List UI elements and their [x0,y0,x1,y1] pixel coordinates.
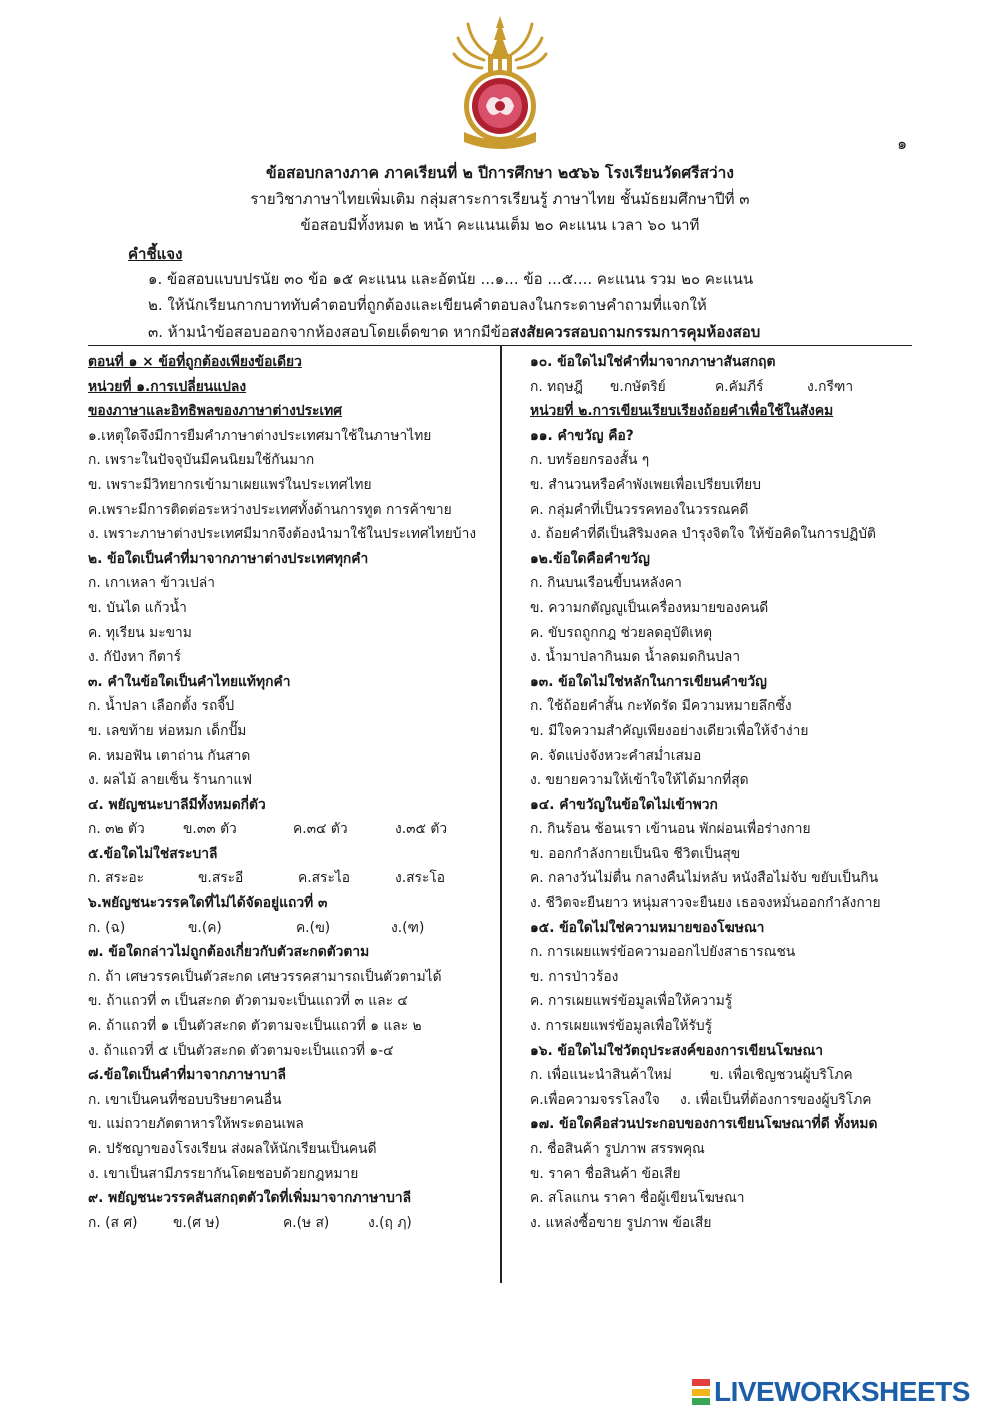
exam-info: ข้อสอบมีทั้งหมด ๒ หน้า คะแนนเต็ม ๒๐ คะแนน เวลา ๖๐ นาที [300,216,700,234]
q13-choice-c[interactable]: ค. จัดแบ่งจังหวะคำสม่ำเสมอ [530,747,702,764]
q11-choice-d[interactable]: ง. ถ้อยคำที่ดีเป็นสิริมงคล บำรุงจิตใจ ให้ข้อคิดในการปฏิบัติ [530,526,876,543]
q3-choice-b[interactable]: ข. เลขท้าย ห่อหมก เด็กปั๊ม [88,722,247,739]
q4-choice-c[interactable]: ค.๓๔ ตัว [293,821,348,838]
q5-choice-c[interactable]: ค.สระไอ [298,870,351,887]
q13-choice-d[interactable]: ง. ขยายความให้เข้าใจให้ได้มากที่สุด [530,772,749,789]
q5-choice-d[interactable]: ง.สระโอ [395,870,446,887]
instruction-3-text: ๓. ห้ามนำข้อสอบออกจากห้องสอบโดยเด็ดขาด หากมีข้อ [148,323,510,341]
question-8: ๘.ข้อใดเป็นคำที่มาจากภาษาบาลี [88,1067,286,1084]
q5-choices [88,866,493,891]
instruction-2: ๒. ให้นักเรียนกากบาททับคำตอบที่ถูกต้องและเขียนคำตอบลงในกระดาษคำถามที่แจกให้ [148,296,707,314]
column-divider [500,346,502,1283]
q7-choice-d[interactable]: ง. ถ้าแถวที่ ๕ เป็นตัวสะกด ตัวตามจะเป็นแถวที่ ๑-๔ [88,1042,394,1059]
q17-choice-a[interactable]: ก. ชื่อสินค้า รูปภาพ สรรพคุณ [530,1141,705,1157]
question-3: ๓. คำในข้อใดเป็นคำไทยแท้ทุกคำ [88,673,291,690]
q1-choice-b[interactable]: ข. เพราะมีวิทยากรเข้ามาเผยแพร่ในประเทศไทย [88,476,372,493]
unit-1-title-cont: ของภาษาและอิทธิพลของภาษาต่างประเทศ [88,403,342,420]
q11-choice-a[interactable]: ก. บทร้อยกรองสั้น ๆ [530,452,650,469]
q6-choice-c[interactable]: ค.(ฃ) [296,919,331,936]
question-6: ๖.พยัญชนะวรรคใดที่ไม่ได้จัดอยู่แถวที่ ๓ [88,895,328,912]
right-column [530,350,908,1235]
q14-choice-b[interactable]: ข. ออกกำลังกายเป็นนิจ ชีวิตเป็นสุข [530,845,741,862]
q6-choices [88,916,493,941]
q9-choice-b[interactable]: ข.(ศ ษ) [173,1214,220,1231]
q12-choice-c[interactable]: ค. ขับรถถูกกฎ ช่วยลดอุบัติเหตุ [530,624,713,641]
question-17: ๑๗. ข้อใดคือส่วนประกอบของการเขียนโฆษณาที่ดี ทั้งหมด [530,1116,878,1133]
q11-choice-c[interactable]: ค. กลุ่มคำที่เป็นวรรคทองในวรรณคดี [530,501,749,518]
question-2: ๒. ข้อใดเป็นคำที่มาจากภาษาต่างประเทศทุกคำ [88,550,369,567]
q7-choice-c[interactable]: ค. ถ้าแถวที่ ๑ เป็นตัวสะกด ตัวตามจะเป็นแถวที่ ๑ และ ๒ [88,1018,422,1035]
q3-choice-c[interactable]: ค. หมอฟัน เตาถ่าน กันสาด [88,747,251,764]
q4-choice-b[interactable]: ข.๓๓ ตัว [183,821,237,838]
question-15: ๑๕. ข้อใดไม่ใช่ความหมายของโฆษณา [530,919,765,936]
q8-choice-d[interactable]: ง. เขาเป็นสามีภรรยากันโดยชอบด้วยกฎหมาย [88,1165,359,1182]
q16-choice-b[interactable]: ข. เพื่อเชิญชวนผู้บริโภค [710,1067,853,1084]
q7-choice-a[interactable]: ก. ถ้า เศษวรรคเป็นตัวสะกด เศษวรรคสามารถเป็นตัวตามได้ [88,968,442,985]
q5-choice-b[interactable]: ข.สระอี [198,870,244,887]
q10-choices [530,375,908,400]
q16-choices-cd [530,1088,908,1113]
q3-choice-d[interactable]: ง. ผลไม้ ลายเซ็น ร้านกาแฟ [88,772,252,789]
unit-1-title: หน่วยที่ ๑.การเปลี่ยนแปลง [88,378,247,395]
q16-choices-ab [530,1063,908,1088]
q2-choice-a[interactable]: ก. เกาเหลา ข้าวเปล่า [88,575,215,592]
q9-choice-d[interactable]: ง.(ฤ ฦ) [368,1214,412,1231]
q10-choice-d[interactable]: ง.กรีฑา [807,378,854,395]
q15-choice-d[interactable]: ง. การเผยแพร่ข้อมูลเพื่อให้รับรู้ [530,1018,713,1035]
liveworksheets-brand[interactable] [692,1374,970,1410]
q17-choice-c[interactable]: ค. สโลแกน ราคา ชื่อผู้เขียนโฆษณา [530,1190,745,1207]
q2-choice-c[interactable]: ค. ทุเรียน มะขาม [88,624,192,641]
question-1: ๑.เหตุใดจึงมีการยืมคำภาษาต่างประเทศมาใช้ในภาษาไทย [88,427,432,444]
q10-choice-a[interactable]: ก. ทฤษฎี [530,378,583,395]
q7-choice-b[interactable]: ข. ถ้าแถวที่ ๓ เป็นสะกด ตัวตามจะเป็นแถวที่ ๓ และ ๔ [88,993,408,1010]
question-4: ๔. พยัญชนะบาลีมีทั้งหมดกี่ตัว [88,796,266,813]
question-14: ๑๔. คำขวัญในข้อใดไม่เข้าพวก [530,796,718,813]
liveworksheets-icon [692,1379,710,1405]
q6-choice-d[interactable]: ง.(ฑ) [391,919,425,936]
q17-choice-b[interactable]: ข. ราคา ชื่อสินค้า ข้อเสีย [530,1165,681,1182]
q9-choice-c[interactable]: ค.(ษ ส) [283,1214,330,1231]
question-10: ๑๐. ข้อใดไม่ใช่คำที่มาจากภาษาสันสกฤต [530,354,776,370]
question-11: ๑๑. คำขวัญ คือ? [530,427,634,444]
q1-choice-a[interactable]: ก. เพราะในปัจจุบันมีคนนิยมใช้กันมาก [88,452,315,469]
q10-choice-c[interactable]: ค.คัมภีร์ [715,378,764,395]
unit-2-title: หน่วยที่ ๒.การเขียนเรียบเรียงถ้อยคำเพื่อใช้ในสังคม [530,403,834,420]
instruction-1: ๑. ข้อสอบแบบปรนัย ๓๐ ข้อ ๑๕ คะแนน และอัตนัย ...๑... ข้อ ...๕.... คะแนน รวม ๒๐ คะแนน [148,270,754,288]
question-5: ๕.ข้อใดไม่ใช่สระบาลี [88,845,218,862]
q14-choice-a[interactable]: ก. กินร้อน ช้อนเรา เข้านอน พักผ่อนเพื่อร่างกาย [530,821,811,838]
q10-choice-b[interactable]: ข.กษัตริย์ [610,378,666,395]
q16-choice-a[interactable]: ก. เพื่อแนะนำสินค้าใหม่ [530,1067,672,1084]
question-7: ๗. ข้อใดกล่าวไม่ถูกต้องเกี่ยวกับตัวสะกดตัวตาม [88,944,370,961]
q15-choice-c[interactable]: ค. การเผยแพร่ข้อมูลเพื่อให้ความรู้ [530,993,733,1010]
q2-choice-d[interactable]: ง. กัปังหา กีตาร์ [88,649,182,666]
part-title: ตอนที่ ๑ × ข้อที่ถูกต้องเพียงข้อเดียว [88,354,302,370]
q8-choice-a[interactable]: ก. เขาเป็นคนที่ชอบบริษยาคนอื่น [88,1091,282,1108]
q2-choice-b[interactable]: ข. บันได แก้วน้ำ [88,599,187,616]
q5-choice-a[interactable]: ก. สระอะ [88,870,145,887]
q14-choice-d[interactable]: ง. ชีวิตจะยืนยาว หนุ่มสาวจะยืนยง เธอจงหมั่นออกกำลังกาย [530,895,881,912]
q12-choice-a[interactable]: ก. กินบนเรือนขี้บนหลังคา [530,575,682,592]
instruction-3 [148,320,760,344]
q4-choices [88,817,493,842]
q8-choice-c[interactable]: ค. ปรัชญาของโรงเรียน ส่งผลให้นักเรียนเป็นคนดี [88,1141,377,1157]
q16-choice-d[interactable]: ง. เพื่อเป็นที่ต้องการของผู้บริโภค [680,1091,872,1108]
q13-choice-b[interactable]: ข. มีใจความสำคัญเพียงอย่างเดียวเพื่อให้จำง่าย [530,722,809,739]
q11-choice-b[interactable]: ข. สำนวนหรือคำพังเพยเพื่อเปรียบเทียบ [530,476,761,493]
question-9: ๙. พยัญชนะวรรคสันสกฤตตัวใดที่เพิ่มมาจากภาษาบาลี [88,1190,412,1207]
exam-subject: รายวิชาภาษาไทยเพิ่มเติม กลุ่มสาระการเรียนรู้ ภาษาไทย ชั้นมัธยมศึกษาปีที่ ๓ [250,190,750,208]
q17-choice-d[interactable]: ง. แหล่งซื้อขาย รูปภาพ ข้อเสีย [530,1214,712,1231]
question-12: ๑๒.ข้อใดคือคำขวัญ [530,550,650,567]
instructions-title: คำชี้แจง [128,245,183,263]
q9-choice-a[interactable]: ก. (ส ศ) [88,1214,138,1231]
q4-choice-a[interactable]: ก. ๓๒ ตัว [88,821,145,838]
q8-choice-b[interactable]: ข. แม่ถวายภัตตาหารให้พระตอนเพล [88,1116,304,1133]
q6-choice-b[interactable]: ข.(ค) [188,919,222,936]
exam-header [0,160,1000,238]
q6-choice-a[interactable]: ก. (ฉ) [88,919,126,936]
q1-choice-d[interactable]: ง. เพราะภาษาต่างประเทศมีมากจึงต้องนำมาใช้ในประเทศไทยบ้าง [88,526,477,543]
exam-title: ข้อสอบกลางภาค ภาคเรียนที่ ๒ ปีการศึกษา ๒๕๖๖ โรงเรียนวัดศรีสว่าง [266,164,734,182]
liveworksheets-text: LIVEWORKSHEETS [714,1376,970,1407]
question-16: ๑๖. ข้อใดไม่ใช่วัตถุประสงค์ของการเขียนโฆษณา [530,1042,824,1059]
q16-choice-c[interactable]: ค.เพื่อความจรรโลงใจ [530,1091,660,1108]
instruction-3-bold: สงสัยควรสอบถามกรรมการคุมห้องสอบ [509,323,761,341]
question-13: ๑๓. ข้อใดไม่ใช่หลักในการเขียนคำขวัญ [530,673,767,690]
q9-choices [88,1211,493,1236]
left-column [88,350,493,1235]
q3-choice-a[interactable]: ก. น้ำปลา เลือกตั้ง รถจี๊ป [88,698,235,715]
page-number: ๑ [897,134,908,153]
q15-choice-b[interactable]: ข. การป่าวร้อง [530,968,619,985]
q15-choice-a[interactable]: ก. การเผยแพร่ข้อความออกไปยังสาธารณชน [530,944,796,961]
q12-choice-d[interactable]: ง. น้ำมาปลากินมด น้ำลดมดกินปลา [530,649,741,666]
q4-choice-d[interactable]: ง.๓๕ ตัว [395,821,448,838]
q1-choice-c[interactable]: ค.เพราะมีการติดต่อระหว่างประเทศทั้งด้านการทูต การค้าขาย [88,501,452,518]
q13-choice-a[interactable]: ก. ใช้ถ้อยคำสั้น กะทัดรัด มีความหมายลึกซึ้ง [530,698,792,715]
q12-choice-b[interactable]: ข. ความกตัญญูเป็นเครื่องหมายของคนดี [530,599,769,616]
q14-choice-c[interactable]: ค. กลางวันไม่ตื่น กลางคืนไม่หลับ หนังสือไม่จับ ขยับเป็นกิน [530,870,879,887]
school-logo [450,14,550,150]
